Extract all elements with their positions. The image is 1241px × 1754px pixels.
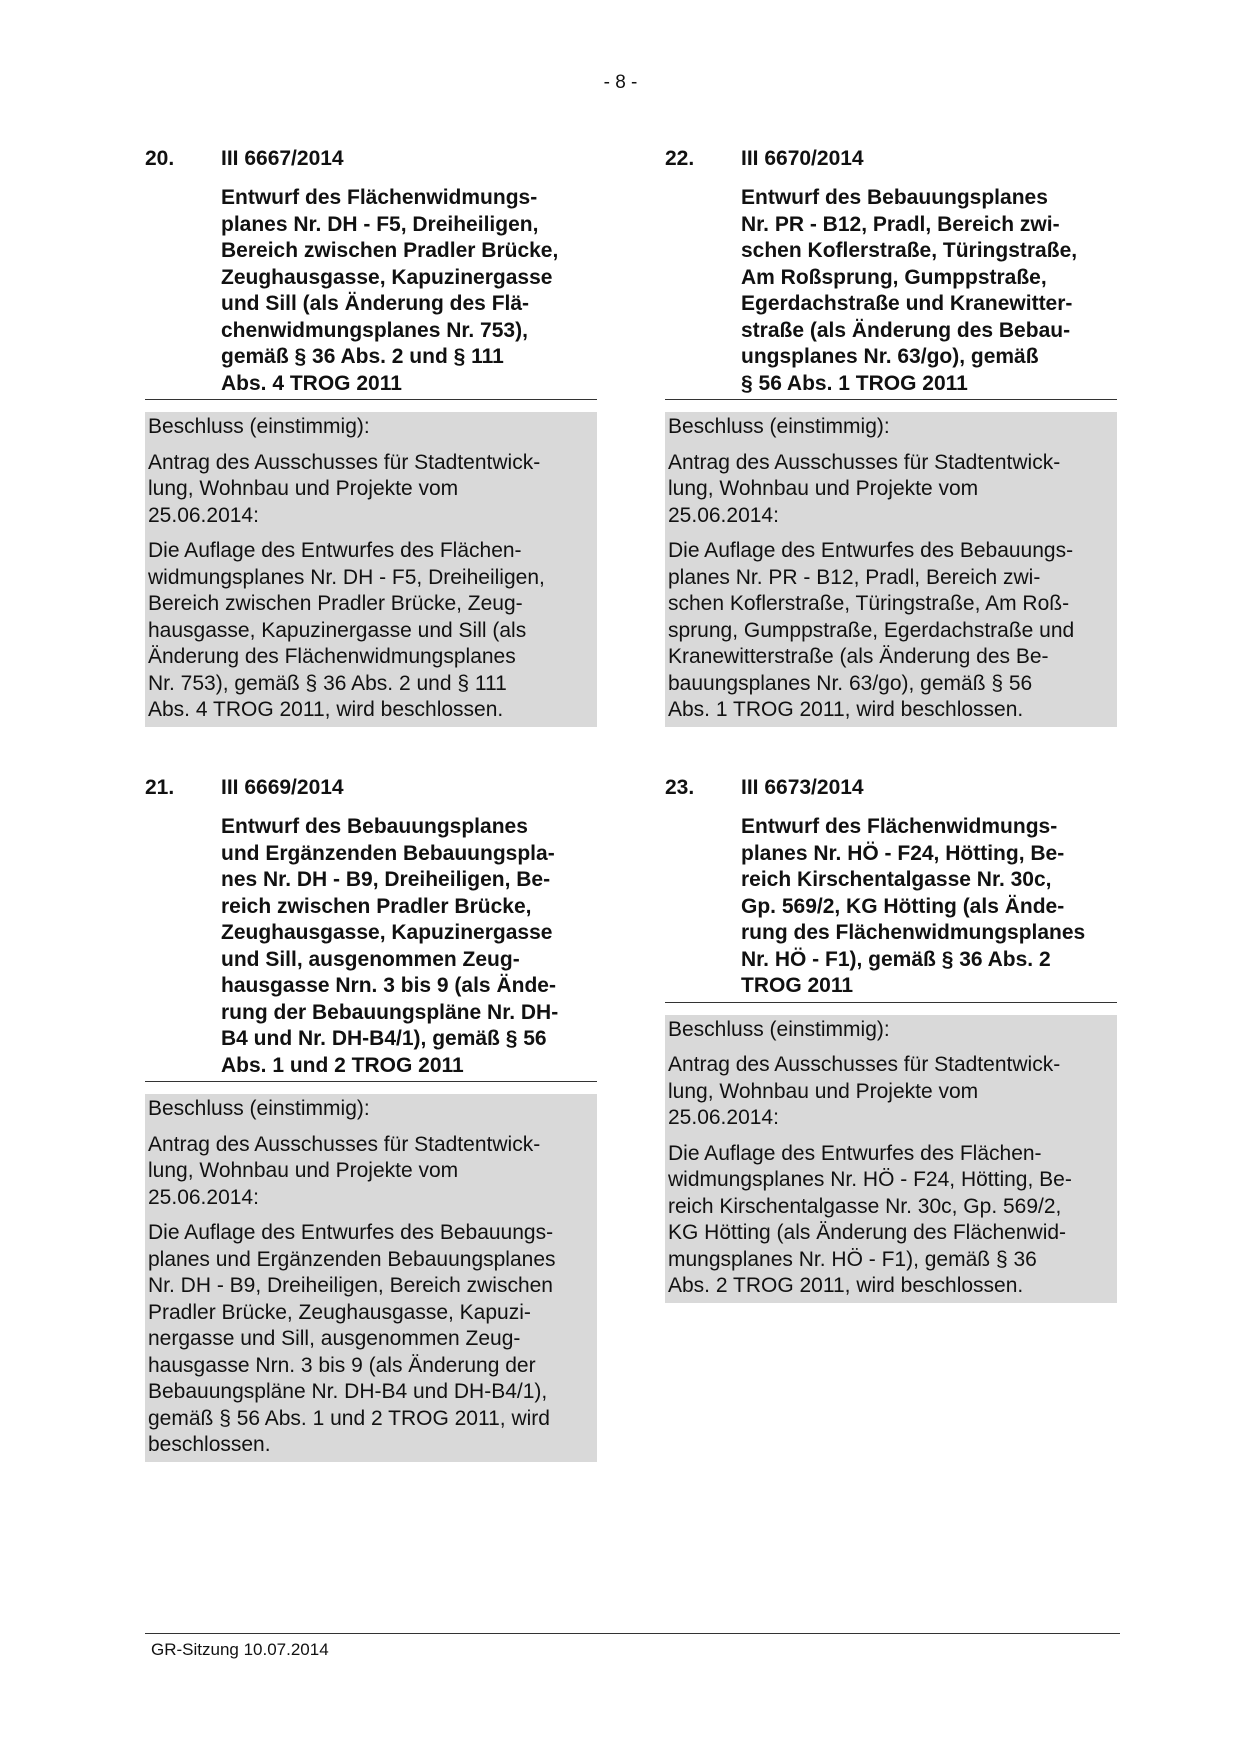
agenda-item-21 (145, 775, 597, 1462)
item-reference: III 6670/2014 (741, 147, 864, 170)
agenda-item-20 (145, 146, 597, 727)
item-reference: III 6669/2014 (221, 776, 344, 799)
decision-label: Beschluss (einstimmig): (668, 415, 890, 438)
item-header (145, 146, 597, 400)
item-header (665, 146, 1117, 400)
item-reference: III 6673/2014 (741, 776, 864, 799)
motion-text: Antrag des Ausschusses für Stadtentwick- lung, Wohnbau und Projekte vom 25.06.2014: (668, 450, 1061, 527)
motion-text: Antrag des Ausschusses für Stadtentwick- lung, Wohnbau und Projekte vom 25.06.2014: (148, 450, 541, 527)
decision-box (145, 412, 597, 727)
resolution-text: Die Auflage des Entwurfes des Bebauungs- planes und Ergänzenden Bebauungsplanes Nr. DH - B9, Dreiheiligen, Bereich zwischen Pradler Brücke, Zeughausgasse, Kapuzi- nergasse und Sill, ausgenommen Zeug- hausgasse Nrn. 3 bis 9 (als Änderung der Bebauungspläne Nr. DH-B4 und DH-B4/1), gemäß § 56 Abs. 1 und 2 TROG 2011, wird beschlossen. (148, 1221, 556, 1456)
decision-label: Beschluss (einstimmig): (668, 1017, 890, 1041)
motion-text: Antrag des Ausschusses für Stadtentwick- lung, Wohnbau und Projekte vom 25.06.2014: (148, 1132, 541, 1209)
decision-box (145, 1094, 597, 1462)
page-number: - 8 - (603, 72, 638, 93)
item-reference: III 6667/2014 (221, 147, 344, 170)
item-title: Entwurf des Flächenwidmungs- planes Nr. DH - F5, Dreiheiligen, Bereich zwischen Pradler Brücke, Zeughausgasse, Kapuzinergasse und Sill (als Änderung des Flä- chenwidmungsplanes Nr. 753), gemäß § 36 Abs. 2 und § 111 Abs. 4 TROG 2011 (221, 186, 559, 395)
decision-label: Beschluss (einstimmig): (148, 415, 370, 438)
motion-text: Antrag des Ausschusses für Stadtentwick- lung, Wohnbau und Projekte vom 25.06.2014: (668, 1053, 1061, 1129)
item-number: 22. (665, 147, 695, 170)
agenda-item-23 (665, 775, 1117, 1303)
resolution-text: Die Auflage des Entwurfes des Flächen- widmungsplanes Nr. HÖ - F24, Hötting, Be- reich Kirschentalgasse Nr. 30c, Gp. 569/2, KG Hötting (als Änderung des Flächenwid- mungsplanes Nr. HÖ - F1), gemäß § 36 Abs. 2 TROG 2011, wird beschlossen. (668, 1141, 1072, 1297)
agenda-item-22 (665, 146, 1117, 727)
item-title: Entwurf des Bebauungsplanes Nr. PR - B12, Pradl, Bereich zwi- schen Koflerstraße, Türingstraße, Am Roßsprung, Gumppstraße, Egerdachstraße und Kranewitter- straße (als Änderung des Bebau- ungsplanes Nr. 63/go), gemäß § 56 Abs. 1 TROG 2011 (741, 186, 1078, 395)
footer-divider (145, 1633, 1120, 1634)
item-number: 20. (145, 147, 175, 170)
item-title: Entwurf des Flächenwidmungs- planes Nr. HÖ - F24, Hötting, Be- reich Kirschentalgasse Nr. 30c, Gp. 569/2, KG Hötting (als Ände- rung des Flächenwidmungsplanes Nr. HÖ - F1), gemäß § 36 Abs. 2 TROG 2011 (741, 815, 1086, 997)
decision-box (665, 412, 1117, 727)
decision-box (665, 1015, 1117, 1303)
item-header (665, 775, 1117, 1003)
item-number: 21. (145, 776, 175, 799)
footer-meeting-date: GR-Sitzung 10.07.2014 (151, 1640, 329, 1659)
item-title: Entwurf des Bebauungsplanes und Ergänzenden Bebauungspla- nes Nr. DH - B9, Dreiheiligen, Be- reich zwischen Pradler Brücke, Zeughausgasse, Kapuzinergasse und Sill, ausgenommen Zeug- hausgasse Nrn. 3 bis 9 (als Ände- rung der Bebauungspläne Nr. DH- B4 und Nr. DH-B4/1), gemäß § 56 Abs. 1 und 2 TROG 2011 (221, 815, 559, 1077)
item-header (145, 775, 597, 1082)
resolution-text: Die Auflage des Entwurfes des Bebauungs- planes Nr. PR - B12, Pradl, Bereich zwi- schen Koflerstraße, Türingstraße, Am Roß- sprung, Gumppstraße, Egerdachstraße und Kranewitterstraße (als Änderung des Be- bauungsplanes Nr. 63/go), gemäß § 56 Abs. 1 TROG 2011, wird beschlossen. (668, 539, 1075, 721)
resolution-text: Die Auflage des Entwurfes des Flächen- widmungsplanes Nr. DH - F5, Dreiheiligen, Bereich zwischen Pradler Brücke, Zeug- hausgasse, Kapuzinergasse und Sill (als Änderung des Flächenwidmungsplanes Nr. 753), gemäß § 36 Abs. 2 und § 111 Abs. 4 TROG 2011, wird beschlossen. (148, 539, 545, 721)
item-number: 23. (665, 776, 695, 799)
decision-label: Beschluss (einstimmig): (148, 1097, 370, 1120)
